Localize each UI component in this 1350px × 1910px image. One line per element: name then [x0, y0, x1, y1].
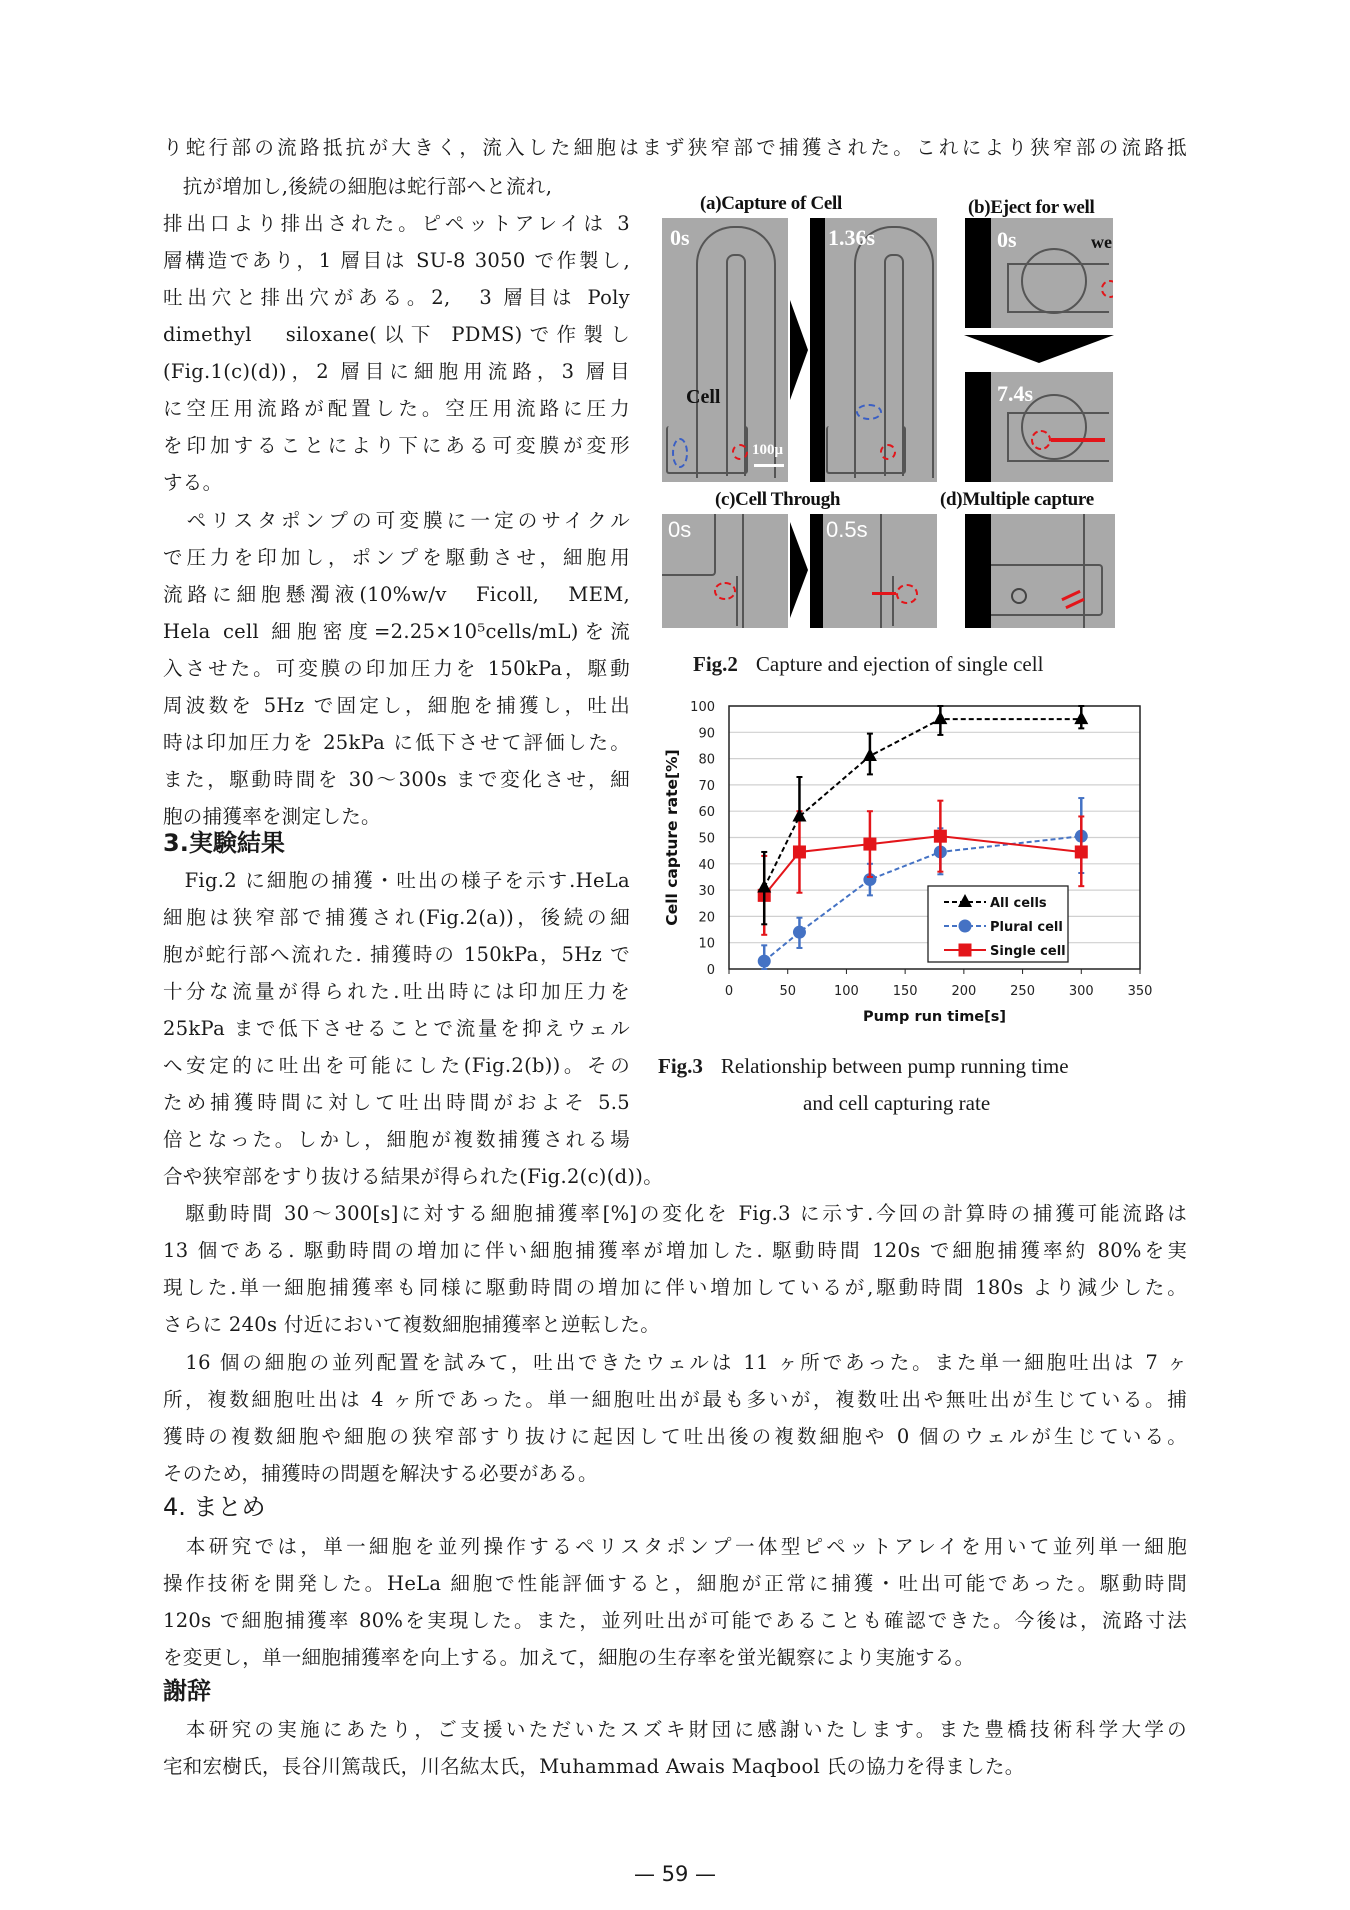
- figure-3-chart: [640, 690, 1180, 1030]
- text-line: 現した.単一細胞捕獲率も同様に駆動時間の増加に伴い増加しているが,駆動時間 180s より減少した。: [163, 1276, 1187, 1299]
- data-point-single-cell: [793, 845, 806, 858]
- cell-marker-red: [1101, 280, 1113, 298]
- data-point-single-cell: [1075, 845, 1088, 858]
- text-line: 細胞は狭窄部で捕獲され(Fig.2(a))，後続の細: [163, 906, 630, 929]
- text-line: 時は印加圧力を 25kPa に低下させて評価した。: [163, 731, 630, 754]
- x-tick-label: 200: [951, 984, 977, 999]
- caption-text: Relationship between pump running time: [720, 1054, 1069, 1078]
- data-point-all-cells: [757, 879, 771, 892]
- x-axis-label: Pump run time[s]: [862, 1009, 1007, 1025]
- y-tick-label: 90: [698, 726, 715, 742]
- y-axis-label: Cell capture rate[%]: [663, 749, 681, 926]
- text-line: ペリスタポンプの可変膜に一定のサイクル: [163, 509, 630, 532]
- data-point-all-cells: [933, 711, 947, 724]
- text-line: 入させた。可変膜の印加圧力を 150kPa，駆動: [163, 657, 630, 680]
- timestamp: 0s: [668, 517, 692, 542]
- timestamp: 0s: [670, 225, 690, 250]
- text-line: を印加することにより下にある可変膜が変形: [163, 434, 630, 457]
- section-heading-summary: 4. まとめ: [163, 1493, 266, 1521]
- y-tick-label: 60: [698, 805, 715, 821]
- text-line: 宅和宏樹氏，長谷川篤哉氏，川名紘太氏，Muhammad Awais Maqbool 氏の協力を得ました。: [163, 1755, 1025, 1778]
- section-heading-results: 3.実験結果: [163, 829, 285, 857]
- text-line: を変更し，単一細胞捕獲率を向上する。加えて，細胞の生存率を蛍光観察により実施する。: [163, 1646, 975, 1669]
- data-point-plural-cell: [793, 926, 806, 939]
- text-line: 所，複数細胞吐出は 4 ヶ所であった。単一細胞吐出が最も多いが，複数吐出や無吐出が生じている。捕: [163, 1388, 1187, 1411]
- text-line: 抗が増加し,後続の細胞は蛇行部へと流れ,: [163, 175, 553, 198]
- well-circle: [1011, 588, 1027, 604]
- text-line: へ安定的に吐出を可能にした(Fig.2(b))。その: [163, 1054, 630, 1077]
- text-line: で圧力を印加し，ポンプを駆動させ，細胞用: [163, 546, 630, 569]
- x-tick-label: 150: [892, 984, 918, 999]
- arrow-red-icon: [872, 592, 896, 595]
- cell-marker-red: [896, 584, 918, 604]
- photo-a-0s: [662, 218, 788, 482]
- text-line: 流路に細胞懸濁液(10%w/v Ficoll, MEM,: [163, 583, 630, 606]
- series-line-all-cells: [764, 719, 1081, 887]
- legend-label-plural-cell: Plural cell: [990, 920, 1063, 935]
- text-line: 十分な流量が得られた.吐出時には印加圧力を: [163, 980, 630, 1003]
- text-line: 排出口より排出された。ピペットアレイは 3: [163, 212, 630, 235]
- text-line: 倍となった。しかし，細胞が複数捕獲される場: [163, 1128, 630, 1151]
- cell-marker-blue: [856, 404, 882, 420]
- photo-c-0s: [662, 514, 788, 628]
- scale-label: 100μ: [752, 442, 784, 458]
- cell-marker-red: [714, 582, 736, 600]
- text-line: 合や狭窄部をすり抜ける結果が得られた(Fig.2(c)(d))。: [163, 1165, 664, 1188]
- panel-c-title: (c)Cell Through: [715, 489, 841, 510]
- y-tick-label: 0: [706, 963, 715, 978]
- data-point-all-cells: [792, 808, 806, 821]
- x-tick-label: 350: [1127, 984, 1153, 999]
- text-line: 獲時の複数細胞や細胞の狭窄部すり抜けに起因して吐出後の複数細胞や 0 個のウェルが生じている。: [163, 1425, 1187, 1448]
- photo-d: [965, 514, 1115, 628]
- legend-label-single-cell: Single cell: [990, 944, 1066, 959]
- photo-b-74s: [965, 372, 1113, 482]
- cell-label: Cell: [686, 386, 721, 408]
- text-line: Fig.2 に細胞の捕獲・吐出の様子を示す.HeLa: [163, 869, 630, 892]
- x-tick-label: 100: [834, 984, 859, 999]
- photo-c-05s: [810, 514, 937, 628]
- timestamp: 7.4s: [997, 381, 1034, 406]
- caption-number: Fig.2: [693, 652, 738, 676]
- x-tick-label: 0: [724, 984, 734, 999]
- data-point-all-cells: [1074, 711, 1088, 724]
- panel-b-title: (b)Eject for well: [968, 197, 1095, 218]
- cell-marker-red: [880, 444, 896, 460]
- figure-2-caption: [693, 650, 1043, 678]
- data-point-plural-cell: [758, 955, 771, 968]
- y-tick-label: 30: [698, 884, 715, 900]
- text-line: (Fig.1(c)(d))，2 層目に細胞用流路，3 層目: [163, 360, 630, 383]
- panel-a-title: (a)Capture of Cell: [700, 193, 842, 214]
- text-line: 13 個である. 駆動時間の増加に伴い細胞捕獲率が増加した. 駆動時間 120s で細胞捕獲率約 80%を実: [163, 1239, 1187, 1262]
- text-line: する。: [163, 471, 223, 494]
- cell-marker-blue: [672, 438, 688, 468]
- y-tick-label: 10: [698, 936, 715, 952]
- timestamp: 0s: [997, 227, 1017, 252]
- legend-label-all-cells: All cells: [990, 896, 1047, 911]
- section-heading-acknowledgments: 謝辞: [163, 1677, 211, 1705]
- text-line: 16 個の細胞の並列配置を試みて，吐出できたウェルは 11 ヶ所であった。また単一細胞吐出は 7 ヶ: [163, 1351, 1187, 1374]
- text-line: Hela cell 細胞密度=2.25×10⁵cells/mL)を流: [163, 620, 630, 643]
- caption-text: Capture and ejection of single cell: [755, 652, 1044, 676]
- text-line: ため捕獲時間に対して吐出時間がおよそ 5.5: [163, 1091, 630, 1114]
- text-line: 胞が蛇行部へ流れた. 捕獲時の 150kPa，5Hz で: [163, 943, 630, 966]
- timestamp: 1.36s: [828, 225, 876, 250]
- text-line: 本研究の実施にあたり，ご支援いただいたスズキ財団に感謝いたします。また豊橋技術科学大学の: [163, 1718, 1187, 1741]
- y-tick-label: 50: [698, 831, 715, 847]
- x-tick-label: 250: [1010, 984, 1035, 999]
- text-line: に空圧用流路が配置した。空圧用流路に圧力: [163, 397, 630, 420]
- arrow-right-icon: [790, 522, 808, 618]
- legend-marker-plural-cell: [959, 920, 972, 933]
- text-line: 操作技術を開発した。HeLa 細胞で性能評価すると，細胞が正常に捕獲・吐出可能であった。駆動時間: [163, 1572, 1187, 1595]
- scale-bar: [754, 464, 784, 467]
- photo-a-136s: [810, 218, 937, 482]
- text-line: また，駆動時間を 30～300s まで変化させ，細: [163, 768, 630, 791]
- data-point-single-cell: [934, 830, 947, 843]
- text-line-top: り蛇行部の流路抵抗が大きく，流入した細胞はまず狭窄部で捕獲された。これにより狭窄部の流路抵: [163, 136, 1187, 159]
- text-line: 120s で細胞捕獲率 80%を実現した。また，並列吐出が可能であることも確認できた。今後は，流路寸法: [163, 1609, 1187, 1632]
- x-tick-label: 300: [1068, 984, 1094, 999]
- y-tick-label: 40: [698, 857, 715, 873]
- panel-d-title: (d)Multiple capture: [940, 489, 1094, 510]
- text-line: 本研究では，単一細胞を並列操作するペリスタポンプ一体型ピペットアレイを用いて並列単一細胞: [163, 1535, 1187, 1558]
- text-line: 25kPa まで低下させることで流量を抑えウェル: [163, 1017, 630, 1040]
- text-line: 吐出穴と排出穴がある。2, 3 層目は Poly: [163, 286, 630, 309]
- y-tick-label: 80: [698, 752, 715, 768]
- legend-marker-single-cell: [959, 944, 972, 957]
- arrow-right-icon: [790, 300, 808, 400]
- data-point-single-cell: [863, 838, 876, 851]
- photo-b-0s: [965, 218, 1113, 328]
- cell-marker-red: [1031, 430, 1051, 450]
- page-number: — 59 —: [633, 1862, 717, 1886]
- caption-number: Fig.3: [658, 1054, 703, 1078]
- text-line: 層構造であり，1 層目は SU-8 3050 で作製し,: [163, 249, 630, 272]
- text-line: 胞の捕獲率を測定した。: [163, 805, 381, 828]
- y-tick-label: 20: [698, 910, 715, 926]
- cell-marker-red: [732, 444, 748, 460]
- text-line: dimethyl siloxane(以下 PDMS)で作製し: [163, 323, 630, 346]
- arrow-red-icon: [1051, 438, 1105, 442]
- text-line: 周波数を 5Hz で固定し，細胞を捕獲し，吐出: [163, 694, 630, 717]
- timestamp: 0.5s: [826, 517, 868, 542]
- text-line: そのため，捕獲時の問題を解決する必要がある。: [163, 1462, 598, 1485]
- text-line: さらに 240s 付近において複数細胞捕獲率と逆転した。: [163, 1313, 661, 1336]
- text-line: 駆動時間 30～300[s]に対する細胞捕獲率[%]の変化を Fig.3 に示す.今回の計算時の捕獲可能流路は: [163, 1202, 1187, 1225]
- y-tick-label: 70: [698, 778, 715, 794]
- figure-3-caption-line2: and cell capturing rate: [803, 1091, 991, 1115]
- x-tick-label: 50: [779, 984, 796, 999]
- well-label: we: [1091, 232, 1112, 252]
- figure-3-caption: [658, 1052, 1069, 1080]
- y-tick-label: 100: [690, 700, 715, 715]
- arrow-down-icon: [964, 335, 1114, 363]
